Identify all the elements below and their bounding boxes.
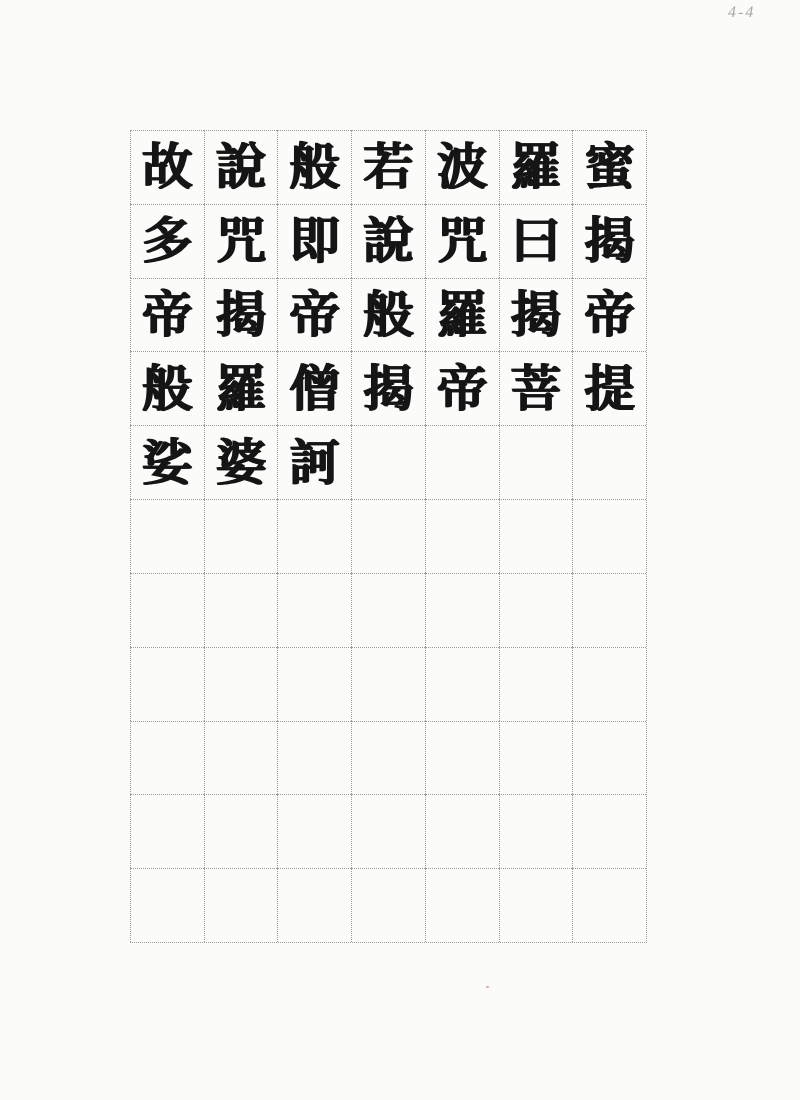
grid-cell: [425, 868, 499, 942]
calligraphy-character: 曰: [499, 204, 573, 278]
calligraphy-character: 般: [130, 351, 204, 425]
paper-speck: [486, 986, 489, 988]
grid-cell: [499, 721, 573, 795]
calligraphy-character: 提: [572, 351, 646, 425]
grid-cell: [572, 794, 646, 868]
grid-cell: [204, 868, 278, 942]
grid-cell: [499, 425, 573, 499]
grid-cell: [277, 794, 351, 868]
grid-cell: [277, 721, 351, 795]
grid-cell: [130, 573, 204, 647]
calligraphy-character: 故: [130, 130, 204, 204]
grid-cell: [425, 425, 499, 499]
calligraphy-character: 帝: [277, 278, 351, 352]
calligraphy-character: 多: [130, 204, 204, 278]
calligraphy-character: 咒: [425, 204, 499, 278]
calligraphy-character: 揭: [572, 204, 646, 278]
grid-cell: [499, 573, 573, 647]
grid-cell: [425, 794, 499, 868]
grid-cell: [204, 647, 278, 721]
calligraphy-character: 揭: [351, 351, 425, 425]
grid-cell: [351, 647, 425, 721]
grid-cell: [499, 794, 573, 868]
page-number: 4-4: [728, 4, 756, 21]
calligraphy-character: 羅: [204, 351, 278, 425]
grid-cell: [572, 721, 646, 795]
calligraphy-character: 僧: [277, 351, 351, 425]
calligraphy-character: 咒: [204, 204, 278, 278]
grid-cell: [351, 794, 425, 868]
calligraphy-character: 說: [351, 204, 425, 278]
grid-cell: [351, 499, 425, 573]
grid-cell: [277, 868, 351, 942]
grid-cell: [351, 425, 425, 499]
calligraphy-character: 揭: [204, 278, 278, 352]
calligraphy-character: 般: [277, 130, 351, 204]
grid-cell: [425, 573, 499, 647]
grid-cell: [572, 868, 646, 942]
calligraphy-character: 羅: [499, 130, 573, 204]
grid-cell: [499, 868, 573, 942]
calligraphy-character: 即: [277, 204, 351, 278]
grid-cell: [130, 794, 204, 868]
grid-cell: [499, 499, 573, 573]
calligraphy-character: 若: [351, 130, 425, 204]
grid-cell: [425, 721, 499, 795]
calligraphy-character: 婆: [204, 425, 278, 499]
grid-cell: [204, 794, 278, 868]
writing-grid: [130, 130, 647, 943]
grid-cell: [204, 573, 278, 647]
grid-cell: [351, 573, 425, 647]
grid-cell: [572, 425, 646, 499]
grid-cell: [425, 647, 499, 721]
grid-cell: [204, 499, 278, 573]
grid-cell: [277, 647, 351, 721]
grid-cell: [572, 647, 646, 721]
grid-cell: [572, 499, 646, 573]
grid-cell: [351, 868, 425, 942]
grid-cell: [425, 499, 499, 573]
calligraphy-character: 帝: [572, 278, 646, 352]
grid-cell: [204, 721, 278, 795]
grid-cell: [130, 647, 204, 721]
grid-cell: [130, 868, 204, 942]
calligraphy-character: 波: [425, 130, 499, 204]
grid-cell: [499, 647, 573, 721]
calligraphy-character: 蜜: [572, 130, 646, 204]
grid-cell: [130, 721, 204, 795]
calligraphy-character: 羅: [425, 278, 499, 352]
grid-cell: [277, 499, 351, 573]
calligraphy-character: 菩: [499, 351, 573, 425]
calligraphy-character: 娑: [130, 425, 204, 499]
grid-cell: [351, 721, 425, 795]
calligraphy-character: 揭: [499, 278, 573, 352]
grid-cell: [572, 573, 646, 647]
calligraphy-character: 訶: [277, 425, 351, 499]
calligraphy-character: 帝: [425, 351, 499, 425]
grid-cell: [277, 573, 351, 647]
calligraphy-character: 般: [351, 278, 425, 352]
grid-cell: [130, 499, 204, 573]
calligraphy-character: 說: [204, 130, 278, 204]
calligraphy-character: 帝: [130, 278, 204, 352]
